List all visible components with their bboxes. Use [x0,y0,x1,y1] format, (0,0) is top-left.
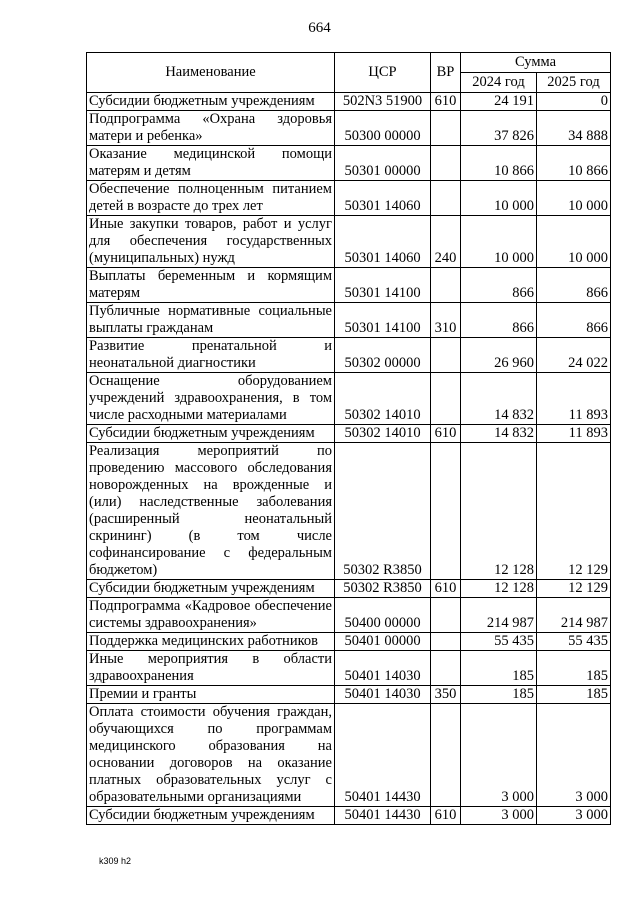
row-amount-2025: 12 129 [537,443,611,580]
row-amount-2024: 12 128 [461,443,537,580]
row-name: Субсидии бюджетным учреждениям [87,807,335,825]
table-row [87,373,611,425]
table-row [87,268,611,303]
row-name: Развитие пренатальной и неонатальной диагностики [87,338,335,373]
row-amount-2024: 866 [461,268,537,303]
table-row [87,651,611,686]
row-vr [431,111,461,146]
row-amount-2025: 185 [537,651,611,686]
row-csr: 50302 R3850 [335,443,431,580]
row-amount-2025: 0 [537,93,611,111]
row-vr [431,146,461,181]
row-vr [431,633,461,651]
row-amount-2024: 24 191 [461,93,537,111]
table-row [87,686,611,704]
row-vr [431,181,461,216]
row-amount-2025: 214 987 [537,598,611,633]
row-csr: 50301 14060 [335,181,431,216]
row-name: Иные мероприятия в области здравоохранения [87,651,335,686]
row-csr: 50302 14010 [335,373,431,425]
row-vr [431,443,461,580]
row-vr [431,268,461,303]
table-row [87,704,611,807]
row-name: Оснащение оборудованием учреждений здравоохранения, в том числе расходными материалами [87,373,335,425]
row-amount-2024: 3 000 [461,807,537,825]
header-year-2025: 2025 год [537,73,611,93]
row-vr: 610 [431,425,461,443]
row-vr: 310 [431,303,461,338]
row-amount-2024: 10 000 [461,216,537,268]
row-vr [431,338,461,373]
row-name: Выплаты беременным и кормящим матерям [87,268,335,303]
row-name: Подпрограмма «Охрана здоровья матери и ребенка» [87,111,335,146]
table-row [87,580,611,598]
header-year-2024: 2024 год [461,73,537,93]
row-amount-2025: 24 022 [537,338,611,373]
header-csr: ЦСР [335,53,431,93]
row-amount-2025: 3 000 [537,704,611,807]
row-amount-2025: 11 893 [537,373,611,425]
budget-table [86,52,611,825]
table-row [87,146,611,181]
row-amount-2024: 3 000 [461,704,537,807]
table-row [87,598,611,633]
header-name: Наименование [87,53,335,93]
table-row [87,181,611,216]
table-row [87,807,611,825]
row-amount-2025: 12 129 [537,580,611,598]
table-row [87,443,611,580]
row-name: Субсидии бюджетным учреждениям [87,580,335,598]
row-amount-2025: 10 000 [537,181,611,216]
table-row [87,216,611,268]
table-row [87,111,611,146]
row-csr: 50401 14430 [335,807,431,825]
row-csr: 50300 00000 [335,111,431,146]
row-csr: 50401 14030 [335,651,431,686]
row-name: Обеспечение полноценным питанием детей в возрасте до трех лет [87,181,335,216]
row-amount-2024: 14 832 [461,425,537,443]
row-amount-2025: 10 000 [537,216,611,268]
row-amount-2024: 26 960 [461,338,537,373]
row-csr: 50401 14430 [335,704,431,807]
row-name: Публичные нормативные социальные выплаты гражданам [87,303,335,338]
row-vr [431,704,461,807]
row-vr [431,651,461,686]
row-amount-2024: 10 866 [461,146,537,181]
row-name: Поддержка медицинских работников [87,633,335,651]
table-row [87,425,611,443]
table-row [87,303,611,338]
row-name: Подпрограмма «Кадровое обеспечение системы здравоохранения» [87,598,335,633]
row-amount-2024: 866 [461,303,537,338]
row-amount-2025: 866 [537,303,611,338]
row-csr: 50401 14030 [335,686,431,704]
row-amount-2025: 11 893 [537,425,611,443]
table-row [87,93,611,111]
row-amount-2025: 34 888 [537,111,611,146]
row-csr: 50400 00000 [335,598,431,633]
row-amount-2025: 185 [537,686,611,704]
row-amount-2024: 12 128 [461,580,537,598]
header-sum: Сумма [461,53,611,73]
table-header-row [87,53,611,73]
row-amount-2025: 55 435 [537,633,611,651]
header-vr: ВР [431,53,461,93]
row-csr: 50301 00000 [335,146,431,181]
row-amount-2024: 185 [461,651,537,686]
row-name: Оплата стоимости обучения граждан, обучающихся по программам медицинского образования на основании договоров на оказание платных образовательных услуг с образовательными организациями [87,704,335,807]
row-vr: 610 [431,93,461,111]
row-csr: 50301 14100 [335,268,431,303]
row-csr: 50401 00000 [335,633,431,651]
table-body [87,93,611,825]
footer-code: k309 h2 [99,856,132,866]
table-row [87,633,611,651]
row-amount-2025: 866 [537,268,611,303]
row-name: Реализация мероприятий по проведению массового обследования новорожденных на врожденные и (или) наследственные заболевания (расширенный неонатальный скрининг) (в том числе софинансирование с федеральным бюджетом) [87,443,335,580]
row-vr: 610 [431,807,461,825]
row-amount-2025: 3 000 [537,807,611,825]
row-csr: 50302 14010 [335,425,431,443]
row-csr: 50301 14100 [335,303,431,338]
row-amount-2024: 10 000 [461,181,537,216]
row-name: Субсидии бюджетным учреждениям [87,425,335,443]
row-amount-2024: 37 826 [461,111,537,146]
page-number: 664 [308,20,331,36]
row-name: Субсидии бюджетным учреждениям [87,93,335,111]
row-amount-2024: 185 [461,686,537,704]
row-name: Иные закупки товаров, работ и услуг для обеспечения государственных (муниципальных) нужд [87,216,335,268]
row-name: Премии и гранты [87,686,335,704]
row-vr: 240 [431,216,461,268]
row-amount-2024: 14 832 [461,373,537,425]
row-vr [431,373,461,425]
table-row [87,338,611,373]
row-csr: 50301 14060 [335,216,431,268]
row-vr [431,598,461,633]
row-amount-2024: 55 435 [461,633,537,651]
row-csr: 50302 R3850 [335,580,431,598]
row-vr: 350 [431,686,461,704]
row-csr: 502N3 51900 [335,93,431,111]
row-vr: 610 [431,580,461,598]
row-amount-2024: 214 987 [461,598,537,633]
row-amount-2025: 10 866 [537,146,611,181]
row-csr: 50302 00000 [335,338,431,373]
row-name: Оказание медицинской помощи матерям и детям [87,146,335,181]
